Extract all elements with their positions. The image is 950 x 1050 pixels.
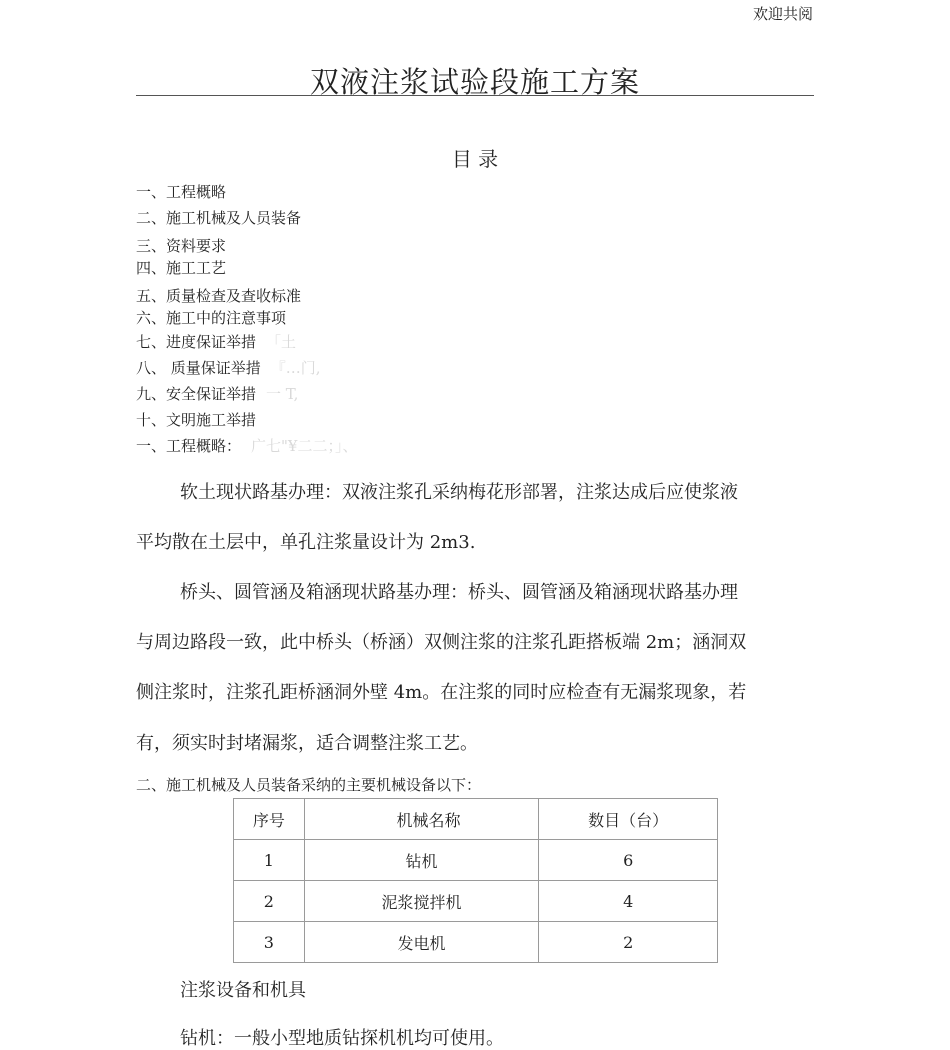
faded-artifact-text: 「土 bbox=[266, 333, 297, 351]
body-paragraph: 侧注浆时，注浆孔距桥涵洞外壁 4m。在注浆的同时应检查有无漏浆现象，若 bbox=[136, 682, 747, 703]
table-row bbox=[234, 840, 718, 881]
toc-item: 十、文明施工举措 bbox=[136, 411, 257, 429]
toc-item: 四、施工工艺 bbox=[136, 259, 227, 277]
table-row bbox=[234, 881, 718, 922]
table-cell: 发电机 bbox=[304, 922, 539, 963]
body-paragraph: 桥头、圆管涵及箱涵现状路基办理：桥头、圆管涵及箱涵现状路基办理 bbox=[180, 582, 738, 603]
table-cell: 泥浆搅拌机 bbox=[304, 881, 539, 922]
header-note: 欢迎共阅 bbox=[752, 5, 813, 23]
equipment-subheading: 注浆设备和机具 bbox=[180, 980, 306, 1001]
section2-heading: 二、施工机械及人员装备采纳的主要机械设备以下： bbox=[136, 776, 482, 794]
toc-item: 五、质量检查及查收标准 bbox=[136, 287, 302, 305]
table-cell: 4 bbox=[539, 881, 718, 922]
toc-item: 九、安全保证举措 一 T, bbox=[136, 385, 299, 403]
table-header-cell: 数目（台） bbox=[539, 799, 718, 840]
drill-note: 钻机：一般小型地质钻探机机均可使用。 bbox=[180, 1028, 504, 1049]
toc-item: 一、工程概略 bbox=[136, 183, 227, 201]
table-cell: 钻机 bbox=[304, 840, 539, 881]
body-paragraph: 有，须实时封堵漏浆，适合调整注浆工艺。 bbox=[136, 733, 478, 754]
faded-artifact-text: 广七"¥二二；」、 bbox=[251, 437, 358, 455]
toc-item: 六、施工中的注意事项 bbox=[136, 309, 287, 327]
table-row bbox=[234, 922, 718, 963]
toc-item: 七、进度保证举措 「土 bbox=[136, 333, 297, 351]
document-title: 双液注浆试验段施工方案 bbox=[309, 65, 640, 99]
body-paragraph: 软土现状路基办理：双液注浆孔采纳梅花形部署，注浆达成后应使浆液 bbox=[180, 482, 738, 503]
table-cell: 2 bbox=[539, 922, 718, 963]
body-paragraph: 平均散在土层中，单孔注浆量设计为 2m3. bbox=[136, 532, 476, 553]
equipment-table bbox=[233, 798, 718, 963]
toc-heading: 目 录 bbox=[451, 147, 499, 171]
toc-item: 八、 质量保证举措 『…门, bbox=[136, 359, 321, 377]
faded-artifact-text: 一 T, bbox=[266, 385, 299, 403]
table-cell: 6 bbox=[539, 840, 718, 881]
table-cell: 1 bbox=[234, 840, 305, 881]
toc-item: 二、施工机械及人员装备 bbox=[136, 209, 302, 227]
section1-heading: 一、工程概略： 广七"¥二二；」、 bbox=[136, 437, 358, 455]
toc-item: 三、资料要求 bbox=[136, 237, 227, 255]
title-divider bbox=[136, 95, 814, 96]
table-cell: 3 bbox=[234, 922, 305, 963]
table-header-cell: 序号 bbox=[234, 799, 305, 840]
table-header-cell: 机械名称 bbox=[304, 799, 539, 840]
table-header-row bbox=[234, 799, 718, 840]
table-cell: 2 bbox=[234, 881, 305, 922]
body-paragraph: 与周边路段一致，此中桥头（桥涵）双侧注浆的注浆孔距搭板端 2m；涵洞双 bbox=[136, 632, 747, 653]
faded-artifact-text: 『…门, bbox=[270, 359, 321, 377]
